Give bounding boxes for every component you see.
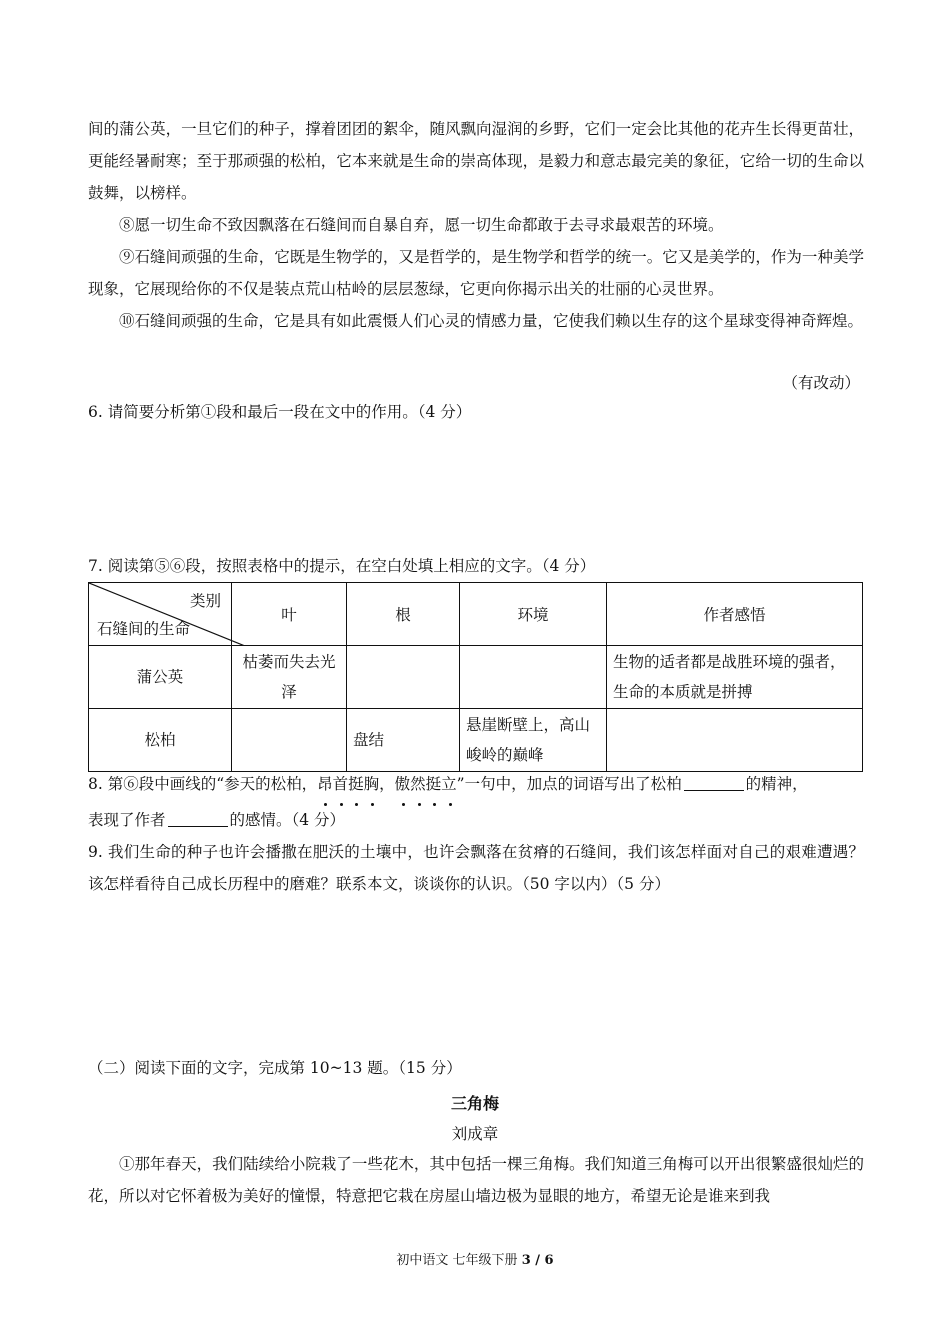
q8-blank-1[interactable] (684, 772, 744, 791)
row-name: 蒲公英 (89, 646, 232, 709)
q8-text-e: 的感情。（4 分） (229, 811, 346, 829)
corner-top-label: 类别 (189, 592, 221, 610)
article-para-1: ①那年春天，我们陆续给小院栽了一些花木，其中包括一棵三角梅。我们知道三角梅可以开出很繁盛很灿烂的花，所以对它怀着极为美好的憧憬，特意把它栽在房屋山墙边极为显眼的地方，希望无论是谁来到我 (88, 1155, 864, 1205)
adaptation-note: （有改动） (782, 374, 860, 392)
footer-text: 初中语文 七年级下册 (396, 1253, 522, 1268)
cell-leaf: 枯萎而失去光泽 (232, 646, 347, 709)
cell-env-blank[interactable] (460, 646, 607, 709)
row-name: 松柏 (89, 709, 232, 772)
q8-dotted-words (317, 775, 457, 793)
cell-leaf-blank[interactable] (232, 709, 347, 772)
table-corner-cell (89, 583, 232, 646)
passage-para-8: ⑧愿一切生命不致因飘落在石缝间而自暴自弃，愿一切生命都敢于去寻求最艰苦的环境。 (119, 216, 724, 234)
table-row (89, 709, 863, 772)
passage-para-10: ⑩石缝间顽强的生命，它是具有如此震慑人们心灵的情感力量，它使我们赖以生存的这个星球变得神奇辉煌。 (119, 312, 864, 330)
article-author: 刘成章 (451, 1125, 499, 1143)
header-root: 根 (347, 583, 460, 646)
passage-para-9: ⑨石缝间顽强的生命，它既是生物学的，又是哲学的，是生物学和哲学的统一。它又是美学的，作为一种美学现象，它展现给你的不仅是装点荒山枯岭的层层葱绿，它更向你揭示出关的壮丽的心灵世界。 (88, 248, 864, 298)
question-6: 6. 请简要分析第①段和最后一段在文中的作用。（4 分） (88, 403, 472, 421)
cell-root: 盘结 (347, 709, 460, 772)
header-leaf: 叶 (232, 583, 347, 646)
page-number: 3 / 6 (521, 1253, 554, 1268)
q8-text-d: 表现了作者 (88, 811, 166, 829)
q8-text-c: 的精神， (745, 775, 808, 793)
q8-blank-2[interactable] (168, 808, 228, 827)
q8-dotted-text: 昂首挺胸，傲然挺立 (317, 775, 457, 793)
question-8-line1 (88, 768, 864, 800)
q8-text-a: 8. 第⑥段中画线的“参天的松柏， (88, 775, 318, 793)
article-title: 三角梅 (450, 1094, 499, 1113)
question-7: 7. 阅读第⑤⑥段，按照表格中的提示，在空白处填上相应的文字。（4 分） (88, 557, 596, 575)
passage-para-7-continued: 间的蒲公英，一旦它们的种子，撑着团团的絮伞，随风飘向湿润的乡野，它们一定会比其他的花卉生长得更苗壮，更能经暑耐寒；至于那顽强的松柏，它本来就是生命的崇高体现，是毅力和意志最完美的象征，它给一切的生命以鼓舞，以榜样。 (88, 120, 864, 202)
question-9: 9. 我们生命的种子也许会播撒在肥沃的土壤中，也许会飘落在贫瘠的石缝间，我们该怎样面对自己的艰难遭遇？该怎样看待自己成长历程中的磨难？联系本文，谈谈你的认识。（50 字以内）（5 分） (88, 843, 864, 893)
cell-feeling-blank[interactable] (607, 709, 863, 772)
q8-text-b: ”一句中，加点的词语写出了松柏 (456, 775, 682, 793)
question-8-line2 (88, 804, 864, 836)
section-2-heading: （二）阅读下面的文字，完成第 10~13 题。（15 分） (88, 1059, 462, 1077)
answer-table (88, 582, 863, 772)
corner-bottom-label: 石缝间的生命 (97, 620, 191, 638)
header-environment: 环境 (460, 583, 607, 646)
cell-env: 悬崖断壁上，高山峻岭的巅峰 (460, 709, 607, 772)
page-footer (0, 1249, 950, 1268)
emphasis-dots (317, 775, 457, 793)
header-feeling: 作者感悟 (607, 583, 863, 646)
cell-root-blank[interactable] (347, 646, 460, 709)
cell-feeling: 生物的适者都是战胜环境的强者，生命的本质就是拼搏 (607, 646, 863, 709)
table-row (89, 646, 863, 709)
